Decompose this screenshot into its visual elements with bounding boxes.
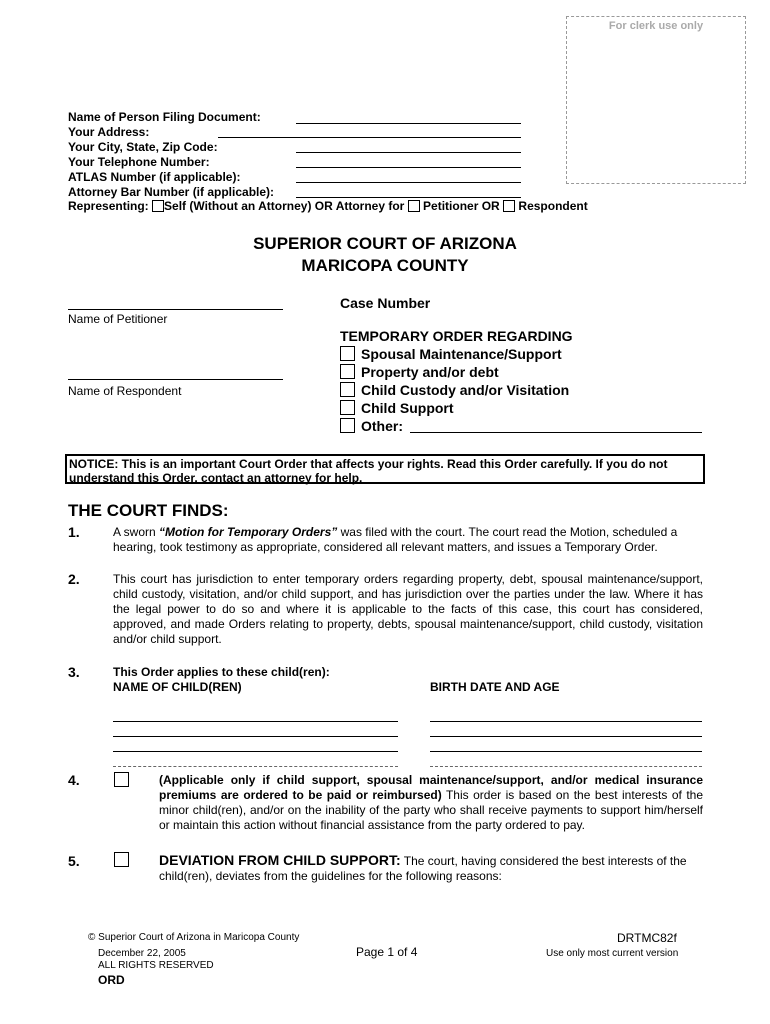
child-custody-checkbox[interactable] <box>340 382 355 397</box>
item5-text <box>159 853 704 884</box>
filer-bar-field[interactable] <box>296 197 521 198</box>
item2-number: 2. <box>68 571 80 587</box>
child-name-field[interactable] <box>113 766 398 767</box>
birth-date-column: BIRTH DATE AND AGE <box>430 680 560 694</box>
item3-text: This Order applies to these child(ren): <box>113 665 330 679</box>
item4-text <box>159 773 703 833</box>
notice-line1: NOTICE: This is an important Court Order that affects your rights. Read this Order carefully. If you do not <box>69 457 668 471</box>
item5-text-line2: child(ren), deviates from the guidelines for the following reasons: <box>159 869 502 883</box>
filer-bar-label: Attorney Bar Number (if applicable): <box>68 185 275 199</box>
birth-date-field[interactable] <box>430 751 702 752</box>
item1-motion-title: “Motion for Temporary Orders” <box>159 525 338 539</box>
findings-heading: THE COURT FINDS: <box>68 501 229 520</box>
item5-checkbox[interactable] <box>114 852 129 867</box>
notice-box <box>65 454 705 484</box>
form-date: December 22, 2005 <box>98 948 186 959</box>
item2-text: This court has jurisdiction to enter temporary orders regarding property, debt, spousal maintenance/support, child custody, visitation, and/or child support, and has jurisdiction over the parties under the law. Where it has the legal power to do so and where it is applicable to the facts of this case, this court has considered, approved, and made Orders relating to property, debts, spousal maintenance/support, child custody, visitation and/or child support. <box>113 572 703 646</box>
item1-text <box>113 525 703 555</box>
filer-address-label: Your Address: <box>68 125 150 139</box>
child-support-label: Child Support <box>361 400 454 416</box>
filer-info <box>68 110 274 200</box>
child-name-column: NAME OF CHILD(REN) <box>113 680 242 694</box>
item1-number: 1. <box>68 524 80 540</box>
page-number: Page 1 of 4 <box>356 945 418 959</box>
item5-number: 5. <box>68 853 80 869</box>
item3-number: 3. <box>68 664 80 680</box>
filer-name-field[interactable] <box>296 123 521 124</box>
petitioner-label: Name of Petitioner <box>68 312 168 326</box>
item4-checkbox[interactable] <box>114 772 129 787</box>
property-debt-label: Property and/or debt <box>361 364 499 380</box>
petitioner-checkbox[interactable] <box>408 200 420 212</box>
item4-bold-text: (Applicable only if child support, spousal maintenance/support, and/or medical insurance premiums are ordered to be paid or reimbursed) <box>159 773 703 802</box>
filer-phone-label: Your Telephone Number: <box>68 155 210 169</box>
item4-number: 4. <box>68 772 80 788</box>
spousal-maintenance-label: Spousal Maintenance/Support <box>361 346 562 362</box>
county-title: MARICOPA COUNTY <box>301 256 469 275</box>
respondent-name-field[interactable] <box>68 379 283 380</box>
filer-phone-field[interactable] <box>296 167 521 168</box>
self-option-label: Self (Without an Attorney) OR Attorney for <box>164 199 405 213</box>
filer-address-field[interactable] <box>218 137 521 138</box>
filer-city-field[interactable] <box>296 152 521 153</box>
item1-text-line2: hearing, took testimony as appropriate, considered all relevant matters, and issues a Temporary Order. <box>113 540 658 554</box>
notice-line2: understand this Order, contact an attorney for help. <box>69 471 363 485</box>
birth-date-field[interactable] <box>430 736 702 737</box>
item1-text-line1: was filed with the court. The court read the Motion, scheduled a <box>337 525 678 539</box>
item1-pre: A sworn <box>113 525 160 539</box>
filer-city-label: Your City, State, Zip Code: <box>68 140 218 154</box>
version-note: Use only most current version <box>546 948 679 959</box>
self-checkbox[interactable] <box>152 200 164 212</box>
rights-notice: ALL RIGHTS RESERVED <box>98 960 214 971</box>
child-name-field[interactable] <box>113 736 398 737</box>
child-name-field[interactable] <box>113 721 398 722</box>
other-checkbox[interactable] <box>340 418 355 433</box>
birth-date-field[interactable] <box>430 766 702 767</box>
spousal-maintenance-checkbox[interactable] <box>340 346 355 361</box>
ord-label: ORD <box>98 973 125 987</box>
petitioner-option-label: Petitioner OR <box>423 199 500 213</box>
respondent-checkbox[interactable] <box>503 200 515 212</box>
birth-date-field[interactable] <box>430 721 702 722</box>
representing-row <box>68 199 588 214</box>
case-number-label: Case Number <box>340 295 431 311</box>
respondent-option-label: Respondent <box>518 199 588 213</box>
child-custody-label: Child Custody and/or Visitation <box>361 382 570 398</box>
court-title: SUPERIOR COURT OF ARIZONA <box>253 234 517 253</box>
child-support-checkbox[interactable] <box>340 400 355 415</box>
representing-label: Representing: <box>68 199 149 213</box>
item4-body-text: This order is based on the best interests of the minor child(ren), and/or on the inability of the party who shall receive payments to support him/herself or maintain this action without financial assistance from the party ordered to pay. <box>159 788 704 832</box>
filer-atlas-field[interactable] <box>296 182 521 183</box>
child-name-field[interactable] <box>113 751 398 752</box>
copyright-notice: © Superior Court of Arizona in Maricopa County <box>88 932 300 943</box>
order-title: TEMPORARY ORDER REGARDING <box>340 328 573 344</box>
filer-name-label: Name of Person Filing Document: <box>68 110 261 124</box>
clerk-use-label: For clerk use only <box>608 20 704 32</box>
item5-heading: DEVIATION FROM CHILD SUPPORT: <box>159 852 401 868</box>
other-field[interactable] <box>410 432 702 433</box>
petitioner-name-field[interactable] <box>68 309 283 310</box>
form-code: DRTMC82f <box>617 931 677 945</box>
respondent-label: Name of Respondent <box>68 384 182 398</box>
filer-atlas-label: ATLAS Number (if applicable): <box>68 170 241 184</box>
property-debt-checkbox[interactable] <box>340 364 355 379</box>
item5-text-line1: The court, having considered the best interests of the <box>400 854 687 868</box>
other-label: Other: <box>361 418 403 434</box>
clerk-use-box <box>566 16 746 184</box>
